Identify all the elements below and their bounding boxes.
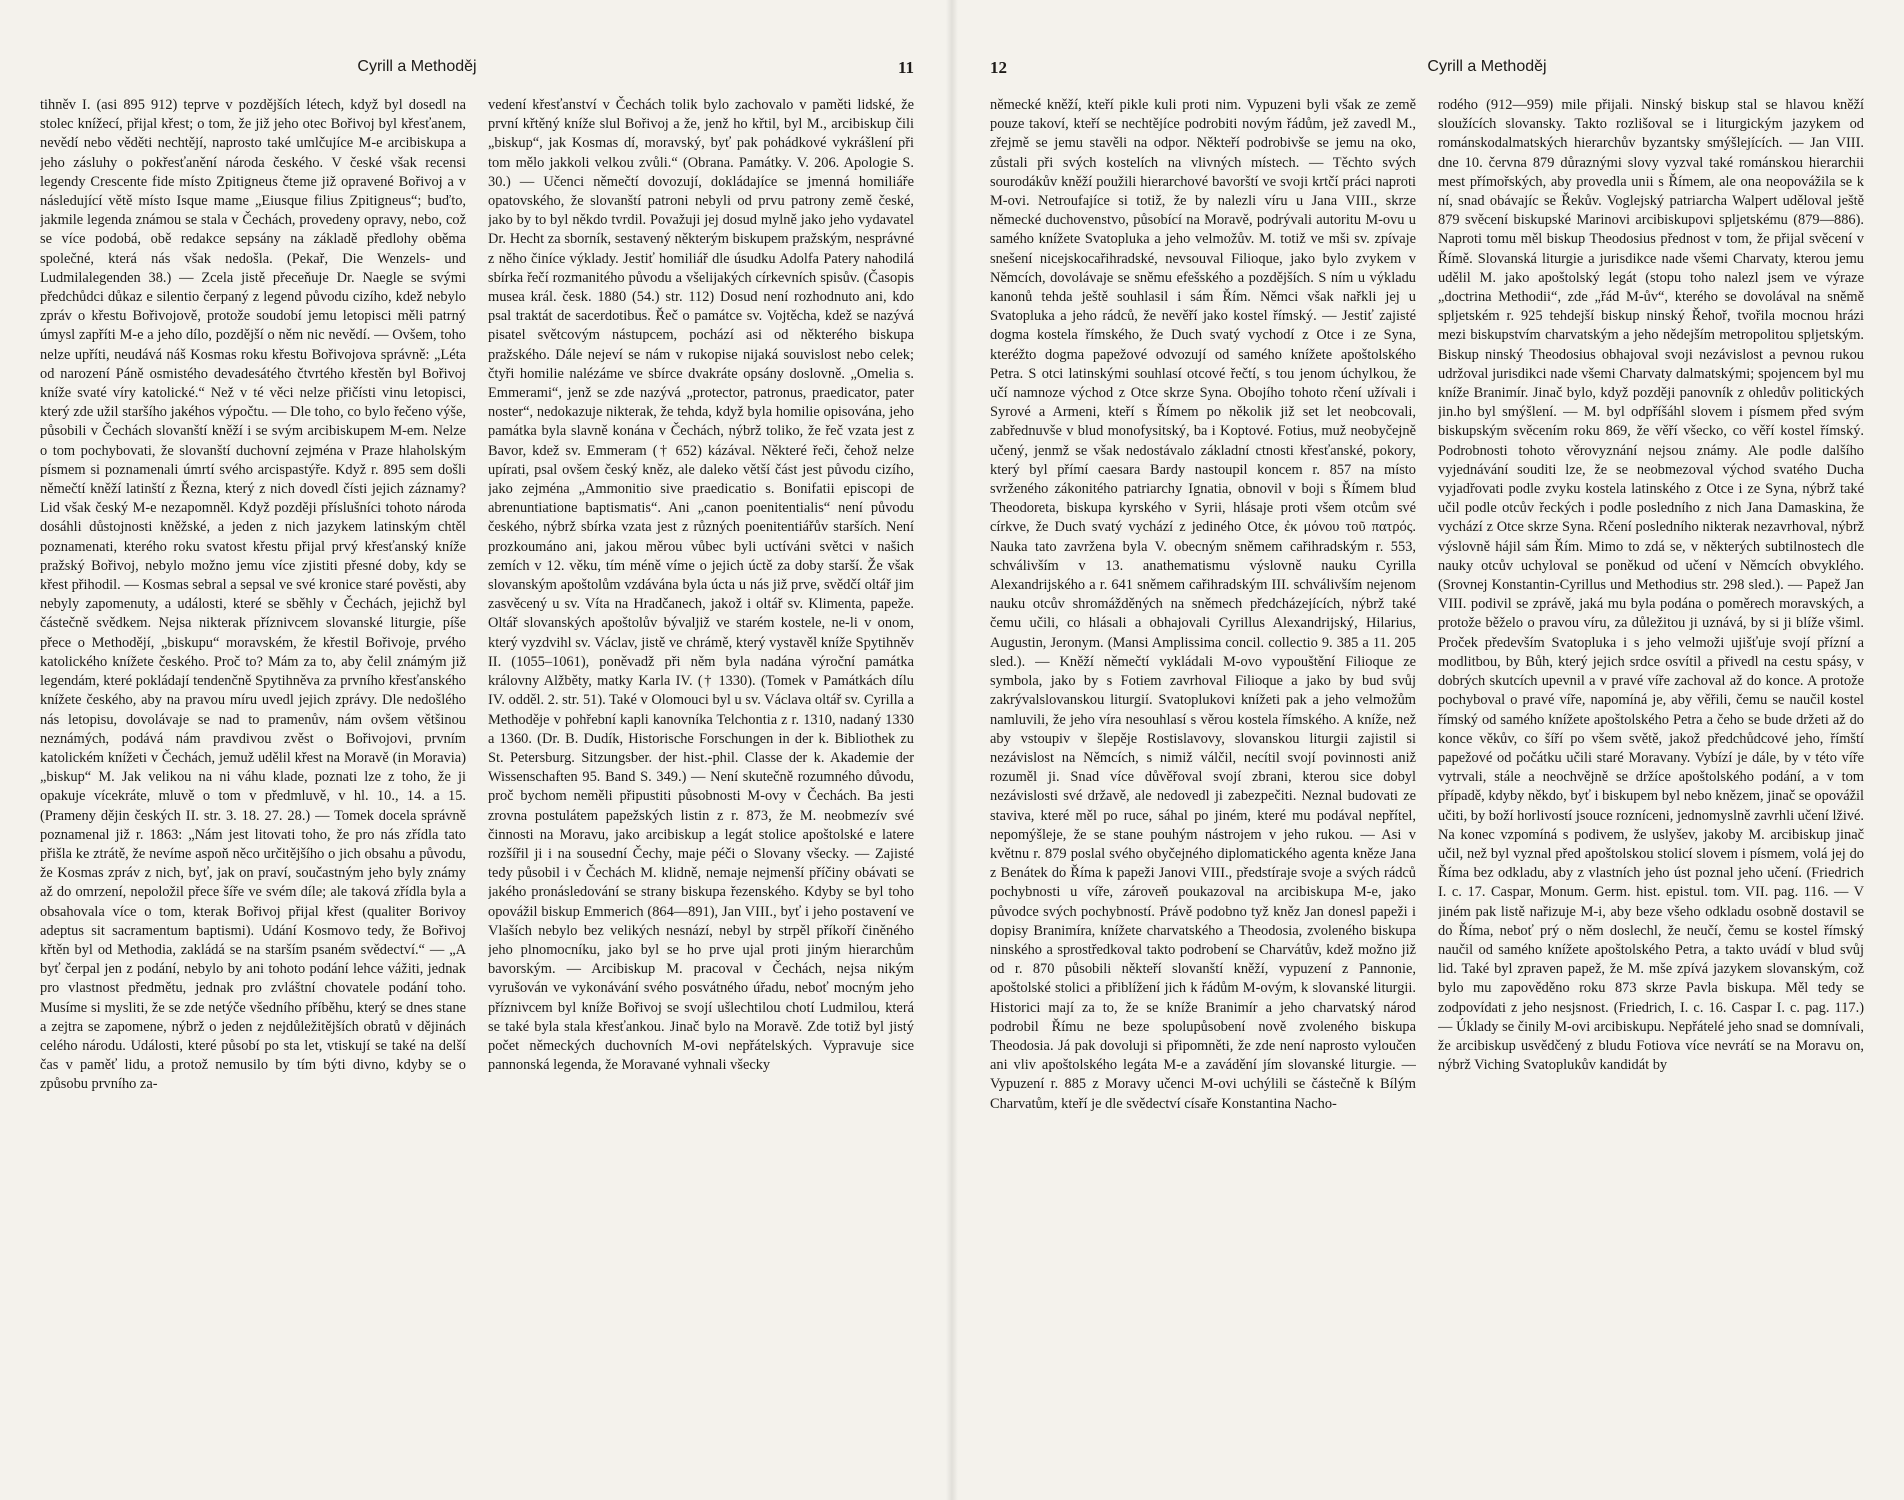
right-page-number: 12	[990, 58, 1007, 77]
right-header-title: Cyrill a Methoděj	[1427, 58, 1547, 75]
right-columns	[990, 96, 1864, 1491]
right-running-head	[990, 58, 1864, 84]
left-columns	[40, 96, 914, 1491]
right-column-1-text: německé kněží, kteří pikle kuli proti nim. Vypuzeni byli však ze země pouze takoví, kteří se nechtějíce podrobiti novým řádům, jež zavedl M., zřejmě se jemu stavěli na odpor. Někteří podrobivše se jemu na oko, zůstali při svých kostelích na vlivných místech. — Těchto svých sourodákův kněží použili hierarchové bavorští ve svoji krtčí práci naproti M-ovi. Netroufajíce si totiž, že by nalezli víru u Jana VIII., skrze německé duchovenstvo, působící na Moravě, podrývali autoritu M-ovu u samého knížete Svatopluka a jeho velmožův. M. totiž ve mši sv. zpívaje snešení nicejskocařihradské, nevsouval Filioque, jako bylo zvykem v Němcích, dovolávaje se sněmu efešského a pozdějších. S ním u výkladu kanonů tehda ještě souhlasil i sám Řím. Němci však nařkli jej u Svatopluka a jeho rádců, že nevěří jako kostel římský. — Jestiť zajisté dogma kostela římského, že Duch svatý vychodí z Otce i ze Syna, kteréžto dogma papežové odvozují od samého knížete apoštolského Petra. S otci latinskými souhlasí otcové řečtí, s tou jenom úchylkou, že učí namnoze východ z Otce skrze Syna. Obojího tohoto rčení užívali i Syrové a Armeni, kteří s Římem po několik již set let neobcovali, zabřednuvše v blud monofysitský, ba i Koptové. Fotius, muž neobyčejně učený, jenmž se však nedostávalo základní ctnosti křesťanské, pokory, který byl přímí caesara Bardy nastoupil koncem r. 857 na místo svrženého zákonitého patriarchy Ignatia, obnovil v boji s Římem blud Theodoreta, biskupa kyrského v Syrii, hlásaje proti všem otcům své církve, že Duch svatý vychází z jediného Otce, ἐκ μόνου τοῦ πατρός. Nauka tato zavržena byla V. obecným sněmem cařihradským r. 553, schválivším v 13. anathematismu výslovně nauku Cyrilla Alexandrijského a r. 641 sněmem cařihradským III. schválivším nejenom nauku otcův shromážděných na sněmech předcházejících, nýbrž také čemu učili, co hlásali a obhajovali Cyrillus Alexandrijský, Hilarius, Augustin, Jeronym. (Mansi Amplissima concil. collectio 9. 385 a 11. 205 sled.). — Kněží němečtí vykládali M-ovo vypouštění Filioque ze symbola, jako by s Fotiem zavrhoval Filioque a jako by bud svůj zakrývalslovanskou liturgií. Svatoplukovi knížeti pak a jeho velmožům namluvili, že jeho víra nesouhlasí s věrou kostela římského. A kníže, než aby vstoupiv v šlepěje Rostislavovy, slovanskou liturgii zajistil si nezávislost na Němcích, s nimiž válčil, necítil svojí povinnosti aniž rozuměl ji. Snad více důvěřoval svojí zbrani, kterou sice dobyl nezávislosti své državě, ale nedovedl ji zabezpečiti. Neznal budovati ze staviva, které měl po ruce, sáhal po jiném, které mu podával nepřítel, nepomýšleje, že se stane pouhým nástrojem v jeho rukou. — Asi v květnu r. 879 poslal svého obyčejného diplomatického agenta kněze Jana z Benátek do Říma k papeži Janovi VIII., předstíraje svoje a svých rádců pochybnosti u víře, zároveň poukazoval na arcibiskupa M-e, jako původce svých pochybností. Právě podobno tyž kněz Jan donesl papeži i dopisy Branimíra, knížete charvatského a Theodosia, zvoleného biskupa ninského a sprostředkoval takto podrobení se Charvátův, kdež možno již od r. 870 působili někteří slovanští kněží, vypuzení z Pannonie, apoštolské stolici a přiblížení jich k řádům M-ovým, k slovanské liturgii. Historici mají za to, že se kníže Branimír a jeho charvatský národ podrobil Římu ne beze spolupůsobení nově zvoleného biskupa Theodosia. Já pak dovoluji si připomněti, že zde není naprosto vyloučen ani vliv apoštolského legáta M-e a zavádění jím slovanské liturgie. — Vypuzení r. 885 z Moravy učenci M-ovi uchýlili se částečně k Bílým Charvatům, kteří je dle svědectví císaře Konstantina Nacho-	[990, 97, 1416, 1112]
right-page	[952, 0, 1904, 1500]
left-column-1	[40, 96, 466, 1491]
left-header-title: Cyrill a Methoděj	[357, 58, 477, 75]
right-column-2-text: rodého (912—959) mile přijali. Ninský biskup stal se hlavou kněží sloužících slovansky. Takto rozlišoval se i liturgickým jazykem od románskodalmatských hierarchův byzantsky smýšlejících. — Jan VIII. dne 10. června 879 důraznými slovy vyzval také románskou hierarchii mest přímořských, aby provedla unii s Římem, ale ona neopovážila se k ní, snad obávajíc se Řekův. Voglejský patriarcha Walpert uděloval ještě 879 svěcení biskupské Marinovi arcibiskupovi spljetskému (879—886). Naproti tomu měl biskup Theodosius přednost v tom, že přijal svěcení v Římě. Slovanská liturgie a jurisdikce nade všemi Charvaty, kterou jemu udělil M. jako apoštolský legát (stopu toho nalezl jsem ve výraze „doctrina Methodii“, zde „řád M-ův“, kterého se dovolával na sněmě spljetském r. 925 tehdejší biskup ninský Řehoř, tvořila mocnou hrázi mezi biskupstvím charvatským a jeho nědejším metropolitou spljetským. Biskup ninský Theodosius obhajoval svoji nezávislost a pevnou rukou udržoval jurisdikci nade všemi Charvaty dalmatskými; spojencem byl mu kníže Branimír. Jinač bylo, když později panovník z ohledův politických jin.ho byl smýšlení. — M. byl odpříšáhl slovem i písmem před svým biskupským svěcením roku 869, že věří všecko, co věří kostel římský. Podrobnosti tohoto věrovyznání nejsou známy. Ale podle dalšího vyjednávání souditi lze, že se neobmezoval východ svatého Ducha vyjadřovati podle zvyku kostela latinského z Otce i ze Syna, nýbrž také učil podle otcův řeckých i podle posledního z nich Jana Damaskina, že vychází z Otce skrze Syna. Rčení posledního nikterak nezavrhoval, nýbrž výslovně hájil sám Řím. Mimo to zdá se, v některých subtilnostech dle nauky otcův uchyloval se poněkud od učení v Němcích obvyklého. (Srovnej Konstantin-Cyrillus und Methodius str. 298 sled.). — Papež Jan VIII. podivil se zprávě, jaká mu byla podána o poměrech moravských, a protože běželo o pravou víru, za důležitou ji uznává, by si ji blíže všiml. Proček především Svatopluka i s jeho velmoži ujišťuje svojí přízní a modlitbou, by Bůh, který jejich srdce osvítil a přivedl na cestu spásy, v dobrých skutcích upevnil a v pravé víře zachoval až do konce. A protože pochyboval o pravé víře, napomíná je, aby věřili, čemu se naučil kostel římský od samého knížete apoštolského Petra a čeho se bude držeti až do konce věkův, co šíří po všem světě, jakož předchůdcové jeho, římští papežové od počátku učili staré Moravany. Vybízí je dále, by v této víře vytrvali, stále a neochvějně se držíce apoštolského podání, a v tom případě, kdyby někdo, byť i biskupem byl nebo knězem, jinač se opovážil učiti, by boží horlivostí jsouce rozníceni, jednomyslně zavrhli učení lživé. Na konec vzpomíná s podivem, že uslyšev, jakoby M. arcibiskup jinač učil, než byl vyznal před apoštolskou stolicí slovem i písmem, volá jej do Říma bez odkladu, aby z vlastních jeho úst poznal jeho učení. (Friedrich I. c. 17. Caspar, Monum. Germ. hist. epistul. tom. VII. pag. 116. — V jiném pak listě nařizuje M-i, aby beze všeho odkladu osobně dostavil se do Říma, neboť prý o něm doslechl, že neučí, čemu se kostel římský naučil od samého knížete apoštolského Petra, a takto uvádí v blud svůj lid. Také byl zpraven papež, že M. mše zpívá jazykem slovanským, což bylo mu zapověděno roku 873 skrze Pavla biskupa. Měl tedy se zodpovídati z jeho nesjsnost. (Friedrich, I. c. 16. Caspar I. c. pag. 117.) — Úklady se činily M-ovi arcibiskupu. Nepřátelé jeho snad se domnívali, že arcibiskup usvědčený z bludu Fotiova více nevrátí se na Moravu on, nýbrž Viching Svatoplukův kandidát by	[1438, 97, 1864, 1074]
right-column-2	[1438, 96, 1864, 1491]
left-column-2	[488, 96, 914, 1491]
left-running-head	[40, 58, 914, 84]
left-page-number: 11	[897, 58, 914, 77]
right-column-1	[990, 96, 1416, 1491]
left-column-2-text: vedení křesťanství v Čechách tolik bylo zachovalo v paměti lidské, že první křtěný kníže slul Bořivoj a že, jenž ho křtil, byl M., arcibiskup čili „biskup“, jak Kosmas dí, moravský, byť pak pohádkové vykrášlení při tom mělo jakkoli velkou zvůli.“ (Obrana. Památky. V. 206. Apologie S. 30.) — Učenci němečtí dovozují, dokládajíce se jmenná homiliáře opatovského, že slovanští patroni nebyli od prvu patrony země české, jako by to byl někdo tvrdil. Považuji jej dosud mylně jako jeho vydavatel Dr. Hecht za sborník, sestavený některým biskupem pražským, nesprávné z něho činíce výklady. Jestiť homiliář dle úsudku Adolfa Patery nahodilá sbírka řečí rozmanitého původu a všelijakých církevních spisův. (Časopis musea král. česk. 1880 (54.) str. 112) Dosud není rozhodnuto ani, kdo psal traktát de sacerdotibus. Řeč o památce sv. Vojtěcha, kdež se nazývá pisatel světcovým nástupcem, pochází asi od některého biskupa pražského. Dále nejeví se nám v rukopise nijaká souvislost nebo celek; čtyři homilie nalézáme ve sbírce dvakráte opsány doslovně. „Omelia s. Emmerami“, jenž se zde nazývá „protector, patronus, praedicator, pater noster“, nedokazuje nikterak, že tehda, když byla homilie opisována, jeho památka byla slavně konána v Čechách, nýbrž toliko, že řeč vzata jest z Bavor, kdež sv. Emmeram († 652) kázával. Některé řeči, čehož nelze upírati, psal ovšem český kněz, ale daleko větší část jest původu cizího, jako zejména „Ammonitio sive praedicatio s. Bonifatii episcopi de abrenuntiatione baptismatis“. Ani „canon poenitentialis“ není původu českého, nýbrž sbírka vzata jest z různých poenitentiářův starších. Není prozkoumáno ani, jakou měrou vůbec byli uctíváni světci v našich zemích v 12. věku, tím méně víme o jejich úctě za doby starší. Že však slovanským apoštolům vzdávána byla úcta u nás již prve, svědčí oltář jim zasvěcený u sv. Víta na Hradčanech, jakož i oltář sv. Klimenta, papeže. Oltář slovanských apoštolův bývaljiž ve starém kostele, ne-li v onom, který vyzdvihl sv. Václav, jistě ve chrámě, který vystavěl kníže Spytihněv II. (1055–1061), poněvadž při něm byla nadána výroční památka královny Alžběty, matky Karla IV. († 1330). (Tomek v Památkách dílu IV. odděl. 2. str. 51). Také v Olomouci byl u sv. Václava oltář sv. Cyrilla a Methoděje v pohřební kapli kanovníka Telchontia z r. 1310, nadaný 1330 a 1360. (Dr. B. Dudík, Historische Forschungen in der k. Bibliothek zu St. Petersburg. Sitzungsber. der hist.-phil. Classe der k. Akademie der Wissenschaften 95. Band S. 349.) — Není skutečně rozumného důvodu, proč bychom neměli připustiti působnosti M-ovy v Čechách. Ba jesti zrovna postulátem papežských listin z r. 873, že M. neobmezív své činnosti na Moravu, jako arcibiskup a legát stolice apoštolské e latere rozšířil ji i na sousední Čechy, maje péči o Slovany všecky. — Zajisté tedy působil i v Čechách M. klidně, nemaje nejmenší příčiny obávati se jakého pronásledování se strany biskupa řezenského. Kdyby se byl toho opovážil biskup Emmerich (864—891), Jan VIII., byť i jeho postavení ve Vlaších nebylo bez velikých nesnází, nebyl by strpěl příkoří činěného jeho plnomocníku, jako byl se ho prve ujal proti jiným hierarchům bavorským. — Arcibiskup M. pracoval v Čechách, nejsa nikým vyrušován ve vykonávání svého posvátného úřadu, neboť mocným jeho příznivcem byl kníže Bořivoj se svojí ušlechtilou chotí Ludmilou, která se také byla stala křesťankou. Jinač bylo na Moravě. Zde totiž byl jistý počet německých duchovních M-ovi nepřátelských. Vypravuje sice pannonská legenda, že Moravané vyhnali všecky	[488, 97, 914, 1074]
left-column-1-text: tihněv I. (asi 895 912) teprve v pozdějších létech, když byl dosedl na stolec knížecí, přijal křest; o tom, že již jeho otec Bořivoj byl křesťanem, nevědí nebo věděti nechtějí, naprosto také umlčujíce M-e arcibiskupa a jeho zásluhy o pokřesťanění národa českého. V české však recensi legendy Crescente fide místo Zpitigneus čteme již opravené Bořivoj a v následující větě místo Isque mame „Eiusque filius Zpitigneus“; buďto, jakmile legenda známou se stala v Čechách, provedeny opravy, nebo, což se více podobá, obě redakce sepsány na základě předlohy oběma společné, která nás však nedošla. (Pekař, Die Wenzels- und Ludmilalegenden 38.) — Zcela jistě přeceňuje Dr. Naegle se svými předchůdci důkaz e silentio čerpaný z legend původu cizího, kdež nebylo zpráv o křestu Bořivojově, protože soudobí jemu letopisci měli patrný úmysl zapříti M-e a jeho dílo, pozdější o něm nic nevědí. — Ovšem, toho nelze upříti, neudává náš Kosmas roku křestu Bořivojova správně: „Léta od narození Páně osmistého devadesátého čtvrtého křestěn byl Bořivoj kníže svaté víry katolické.“ Než v té věci nelze přičísti vinu letopisci, který zde užil staršího jakéhos výpočtu. — Dle toho, co bylo řečeno výše, působili v Čechách slovanští kněží i se svým arcibiskupem M-em. Nelze o tom pochybovati, že slovanští duchovní zejména v Praze hlaholským písmem si poznamenali úmrtí svého arcispastýře. Když r. 895 sem došli němečtí kněží latinští z Řezna, který z nich dovedl čísti jejich záznamy? Lid však český M-e nezapomněl. Když později příslušníci tohoto národa dosáhli důstojnosti kněžské, a jeden z nich jazykem latinským chtěl poznamenati, kterého roku svatost křestu přijal prvý křesťanský kníže pražský Bořivoj, nebylo možno jemu více zjistiti přesné doby, kdy se křest přihodil. — Kosmas sebral a sepsal ve své kronice staré pověsti, aby nebyly zapomenuty, a události, které se sběhly v Čechách, jejichž byl částečně svědkem. Nejsa nikterak příznivcem slovanské liturgie, píše přece o Methodějí, „biskupu“ moravském, že křestil Bořivoje, prvého katolického knížete českého. Proč to? Mám za to, aby čelil známým již legendám, které pokládají tendenčně Spytihněva za prvního křesťanského knížete českého, aby na pravou míru uvedl jejich zprávy. Dle nedošlého nás letopisu, dovolávaje se nad to pramenův, nám ovšem většinou neznámých, podává nám pravdivou zvěst o Bořivojovi, prvním katolickém knížeti v Čechách, jemuž udělil křest na Moravě (in Moravia) „biskup“ M. Jak velikou na ni váhu klade, poznati lze z toho, že ji opakuje vícekráte, mluvě o tom v předmluvě, v hl. 10., 14. a 15. (Prameny dějin českých II. str. 3. 18. 27. 28.) — Tomek docela správně poznamenal již r. 1863: „Nám jest litovati toho, že pro nás zřídla tato přišla ke ztrátě, že nevíme aspoň něco určitějšího o jich obsahu a původu, že Kosmas zpráv z nich, byť, jak on praví, součastným jeho byly známy až do omrzení, nepoložil přece šíře ve svém díle; ale taková zřídla byla a obsahovala více o tom, kterak Bořivoj přijal křest (qualiter Borivoy adeptus sit sacramentum baptismi). Udání Kosmovo tedy, že Bořivoj křtěn byl od Methodia, zakládá se na starším psaném svědectví.“ — „A byť čerpal jen z podání, nebylo by ani tohoto podání lehce vážiti, jednak pro vlastnost předmětu, jednak pro zvláštní chovatele podání toho. Musíme si mysliti, že se zde netýče všedního příběhu, který se dnes stane a zejtra se zapomene, nýbrž o jeden z nejdůležitějších obratů v dějinách celého národu. Události, které působí po sta let, vtiskují se také na delší čas v paměť lidu, a protož nemusilo by tím býti divno, kdyby se o způsobu prvního za-	[40, 97, 466, 1093]
